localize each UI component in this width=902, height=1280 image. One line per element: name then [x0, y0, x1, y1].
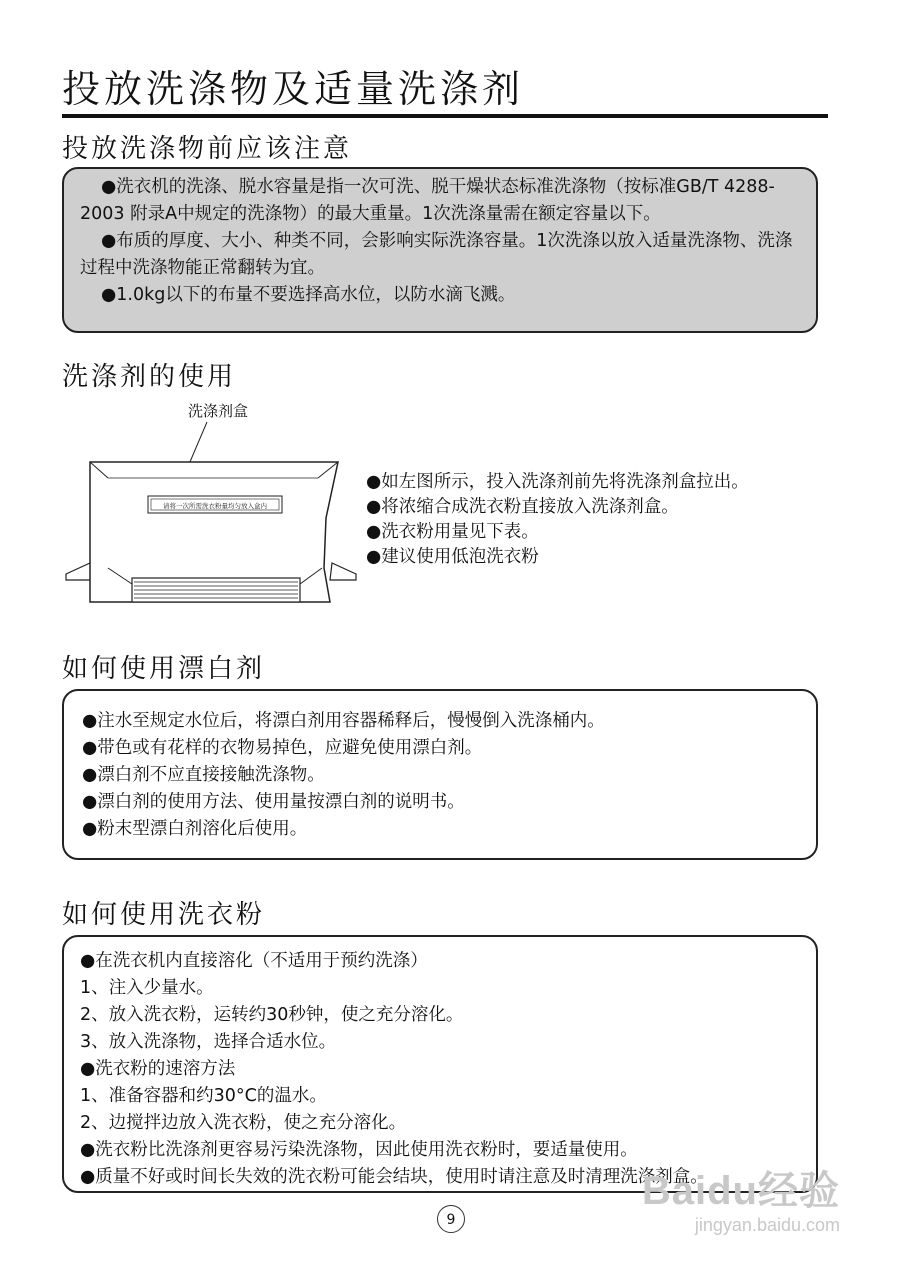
right-flange: [330, 563, 356, 580]
powder-box: [62, 935, 818, 1193]
title-divider: [62, 114, 828, 118]
detergent-item-2: ●将浓缩合成洗衣粉直接放入洗涤剂盒。: [366, 497, 679, 517]
detergent-heading: 洗涤剂的使用: [62, 362, 237, 392]
watermark-logo: Baidu经验: [641, 1169, 840, 1213]
bleach-item-3: ●漂白剂不应直接接触洗涤物。: [82, 765, 325, 785]
powder-item-8: ●洗衣粉比洗涤剂更容易污染洗涤物，因此使用洗衣粉时，要适量使用。: [80, 1140, 638, 1160]
detergent-instructions: [366, 470, 749, 570]
bleach-box: [62, 689, 818, 860]
detergent-item-4: ●建议使用低泡洗衣粉: [366, 547, 539, 567]
powder-item-5: ●洗衣粉的速溶方法: [80, 1059, 236, 1079]
powder-item-2: 1、注入少量水。: [80, 978, 214, 998]
notes-paragraph-1: ●洗衣机的洗涤、脱水容量是指一次可洗、脱干燥状态标准洗涤物（按标准GB/T 4288-2003 附录A中规定的洗涤物）的最大重量。1次洗涤量需在额定容量以下。: [80, 177, 775, 224]
notes-heading: 投放洗涤物前应该注意: [62, 134, 353, 164]
powder-item-1: ●在洗衣机内直接溶化（不适用于预约洗涤）: [80, 951, 428, 971]
bleach-item-2: ●带色或有花样的衣物易掉色，应避免使用漂白剂。: [82, 738, 483, 758]
watermark-url: jingyan.baidu.com: [694, 1215, 840, 1235]
powder-item-4: 3、放入洗涤物，选择合适水位。: [80, 1032, 337, 1052]
bleach-item-5: ●粉末型漂白剂溶化后使用。: [82, 819, 308, 839]
baidu-watermark: [640, 1168, 840, 1236]
powder-item-3: 2、放入洗衣粉，运转约30秒钟，使之充分溶化。: [80, 1005, 464, 1025]
detergent-item-1: ●如左图所示，投入洗涤剂前先将洗涤剂盒拉出。: [366, 472, 749, 492]
powder-item-7: 2、边搅拌边放入洗衣粉，使之充分溶化。: [80, 1113, 407, 1133]
detergent-item-3: ●洗衣粉用量见下表。: [366, 522, 539, 542]
bleach-item-1: ●注水至规定水位后，将漂白剂用容器稀释后，慢慢倒入洗涤桶内。: [82, 711, 605, 731]
powder-item-6: 1、准备容器和约30°C的温水。: [80, 1086, 327, 1106]
powder-heading: 如何使用洗衣粉: [62, 900, 266, 930]
page-number: 9: [437, 1205, 465, 1233]
notes-paragraph-3: ●1.0kg以下的布量不要选择高水位，以防水滴飞溅。: [101, 285, 516, 305]
bleach-heading: 如何使用漂白剂: [62, 654, 266, 684]
notes-paragraph-2: ●布质的厚度、大小、种类不同，会影响实际洗涤容量。1次洗涤以放入适量洗涤物、洗涤过程中洗涤物能正常翻转为宜。: [80, 231, 793, 278]
page-title: 投放洗涤物及适量洗涤剂: [62, 67, 525, 111]
left-flange: [66, 563, 92, 580]
detergent-drawer-diagram: [60, 418, 362, 610]
bleach-item-4: ●漂白剂的使用方法、使用量按漂白剂的说明书。: [82, 792, 465, 812]
powder-item-9: ●质量不好或时间长失效的洗衣粉可能会结块，使用时请注意及时清理洗涤剂盒。: [80, 1167, 708, 1187]
detergent-box-label: 洗涤剂盒: [188, 402, 249, 420]
drawer-sticker-text: 请将一次所需洗衣粉量均匀放入盒内: [163, 502, 267, 510]
notes-box: [62, 167, 818, 333]
